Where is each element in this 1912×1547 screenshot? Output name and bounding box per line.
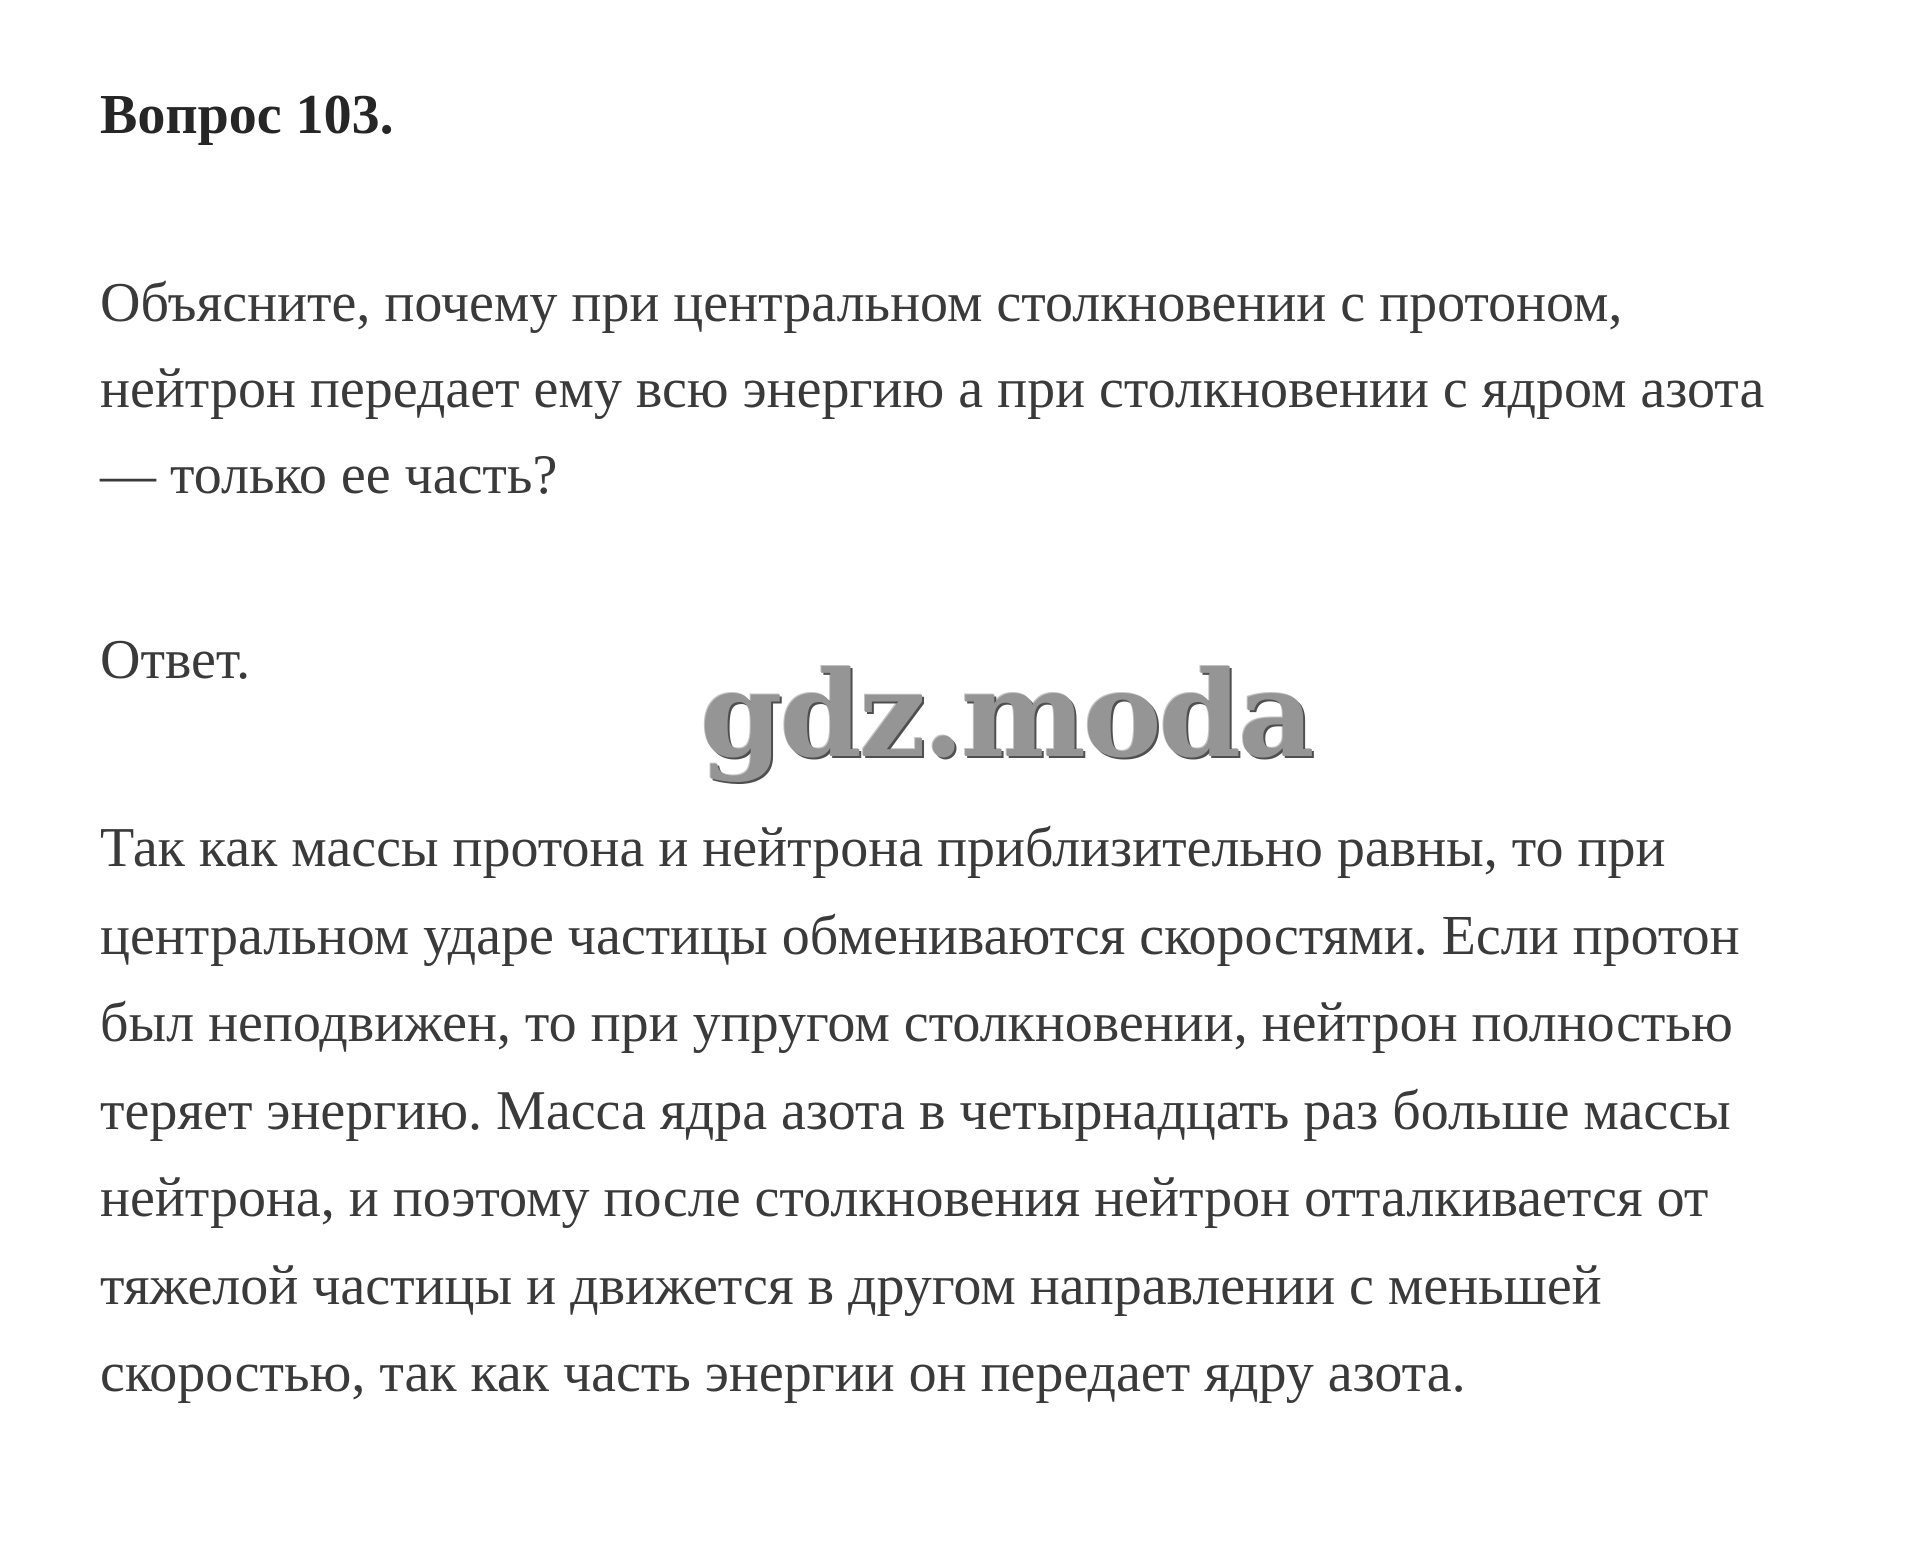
- answer-line: нейтрона, и поэтому после столкновения нейтрон отталкивается от: [100, 1167, 1709, 1229]
- question-line: — только ее часть?: [100, 444, 558, 506]
- answer-text: [100, 805, 1740, 1418]
- question-line: Объясните, почему при центральном столкновении с протоном,: [100, 272, 1623, 334]
- answer-line: тяжелой частицы и движется в другом направлении с меньшей: [100, 1254, 1602, 1317]
- answer-line: центральном ударе частицы обмениваются скоростями. Если протон: [100, 904, 1740, 967]
- watermark-logo: gdz.moda: [700, 645, 1312, 784]
- answer-line: был неподвижен, то при упругом столкновении, нейтрон полностью: [100, 992, 1733, 1054]
- question-text: [100, 260, 1764, 518]
- answer-line: Так как массы протона и нейтрона приблизительно равны, то при: [100, 817, 1666, 879]
- answer-line: скоростью, так как часть энергии он передает ядру азота.: [100, 1342, 1466, 1404]
- question-heading: Вопрос 103.: [100, 84, 394, 146]
- answer-label: Ответ.: [100, 629, 251, 691]
- question-line: нейтрон передает ему всю энергию а при столкновении с ядром азота: [100, 358, 1765, 420]
- answer-line: теряет энергию. Масса ядра азота в четырнадцать раз больше массы: [100, 1079, 1731, 1142]
